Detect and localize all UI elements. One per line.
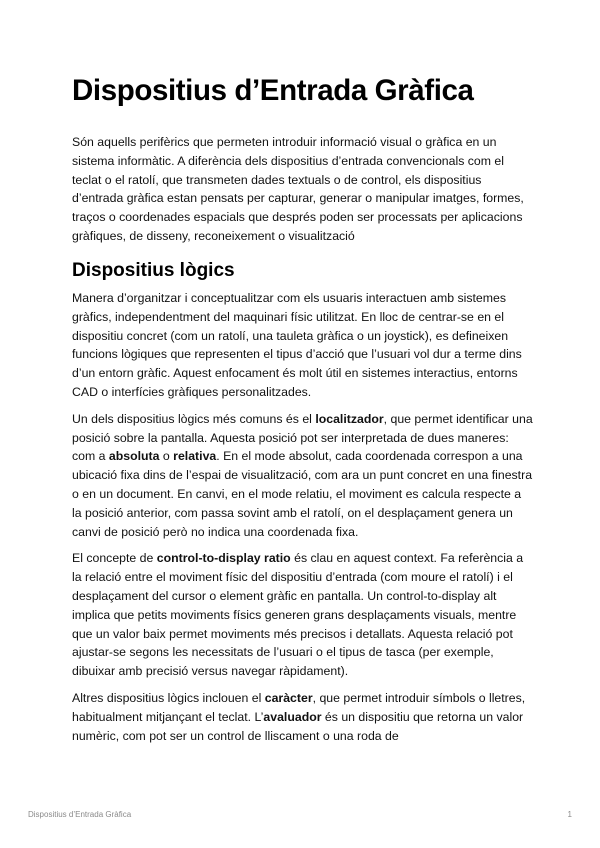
paragraph-3	[72, 549, 534, 681]
term-absoluta: absoluta	[108, 449, 160, 464]
footer-title: Dispositius d’Entrada Gràfica	[28, 810, 132, 819]
text-run: o	[159, 449, 174, 464]
text-run: , que permet introduir símbols o lletres, habitualment mitjançant el teclat. L’	[72, 690, 526, 724]
section-heading: Dispositius lògics	[72, 260, 235, 281]
section-body	[72, 289, 534, 753]
intro-paragraph: Són aquells perifèrics que permeten introduir informació visual o gràfica en un sistema informàtic. A diferència dels dispositius d’entrada convencionals com el teclat o el ratolí, que transmeten dades textuals o de control, els dispositius d’entrada gràfica estan pensats per capturar, generar o manipular imatges, formes, traços o coordenades espacials que després poden ser processats per aplicacions gràfiques, de disseny, reconeixement o visualització	[72, 135, 524, 243]
term-control-to-display-ratio: control-to-display ratio	[156, 551, 291, 566]
paragraph-4	[72, 689, 534, 745]
text-run: . En el mode absolut, cada coordenada correspon a una ubicació fixa dins de l’espai de visualització, com ara un punt concret en una finestra o en un document. En canvi, en el mode relatiu, el moviment es calcula respecte a la posició anterior, com passa sovint amb el ratolí, on el desplaçament genera un canvi de posició però no indica una coordenada fixa.	[72, 449, 533, 539]
text-run: El concepte de	[72, 551, 157, 566]
text-run: Altres dispositius lògics inclouen el	[72, 690, 265, 705]
text-run: és clau en aquest context. Fa referència a la relació entre el moviment físic del dispositiu d’entrada (com moure el ratolí) i el desplaçament del cursor o element gràfic en pantalla. Un control-to-display alt implica que petits moviments físics generen grans desplaçaments visuals, mentre que un valor baix permet moviments més precisos i detallats. Aquesta relació pot ajustar-se segons les necessitats de l’usuari o el tipus de tasca (per exemple, dibuixar amb precisió versus navegar ràpidament).	[72, 551, 524, 679]
document-title: Dispositius d’Entrada Gràfica	[72, 74, 474, 107]
paragraph-2	[72, 410, 534, 542]
text-run: Un dels dispositius lògics més comuns és el	[72, 411, 316, 426]
paragraph-1: Manera d’organitzar i conceptualitzar com els usuaris interactuen amb sistemes gràfics, independentment del maquinari físic utilitzat. En lloc de centrar-se en el dispositiu concret (com un ratolí, una tauleta gràfica o un joystick), es defineixen funcions lògiques que representen el tipus d’acció que l’usuari vol dur a terme dins d’un entorn gràfic. Aquest enfocament és molt útil en sistemes interactius, entorns CAD o interfícies gràfiques personalitzades.	[72, 291, 522, 399]
term-relativa: relativa	[173, 449, 217, 464]
page-number: 1	[567, 810, 572, 819]
term-caracter: caràcter	[264, 690, 313, 705]
term-localitzador: localitzador	[315, 411, 384, 426]
term-avaluador: avaluador	[263, 709, 322, 724]
text-run: és un dispositiu que retorna un valor numèric, com pot ser un control de lliscament o una roda de	[72, 709, 524, 743]
text-run: , que permet identificar una posició sobre la pantalla. Aquesta posició pot ser interpretada de dues maneres: com a	[72, 411, 533, 464]
